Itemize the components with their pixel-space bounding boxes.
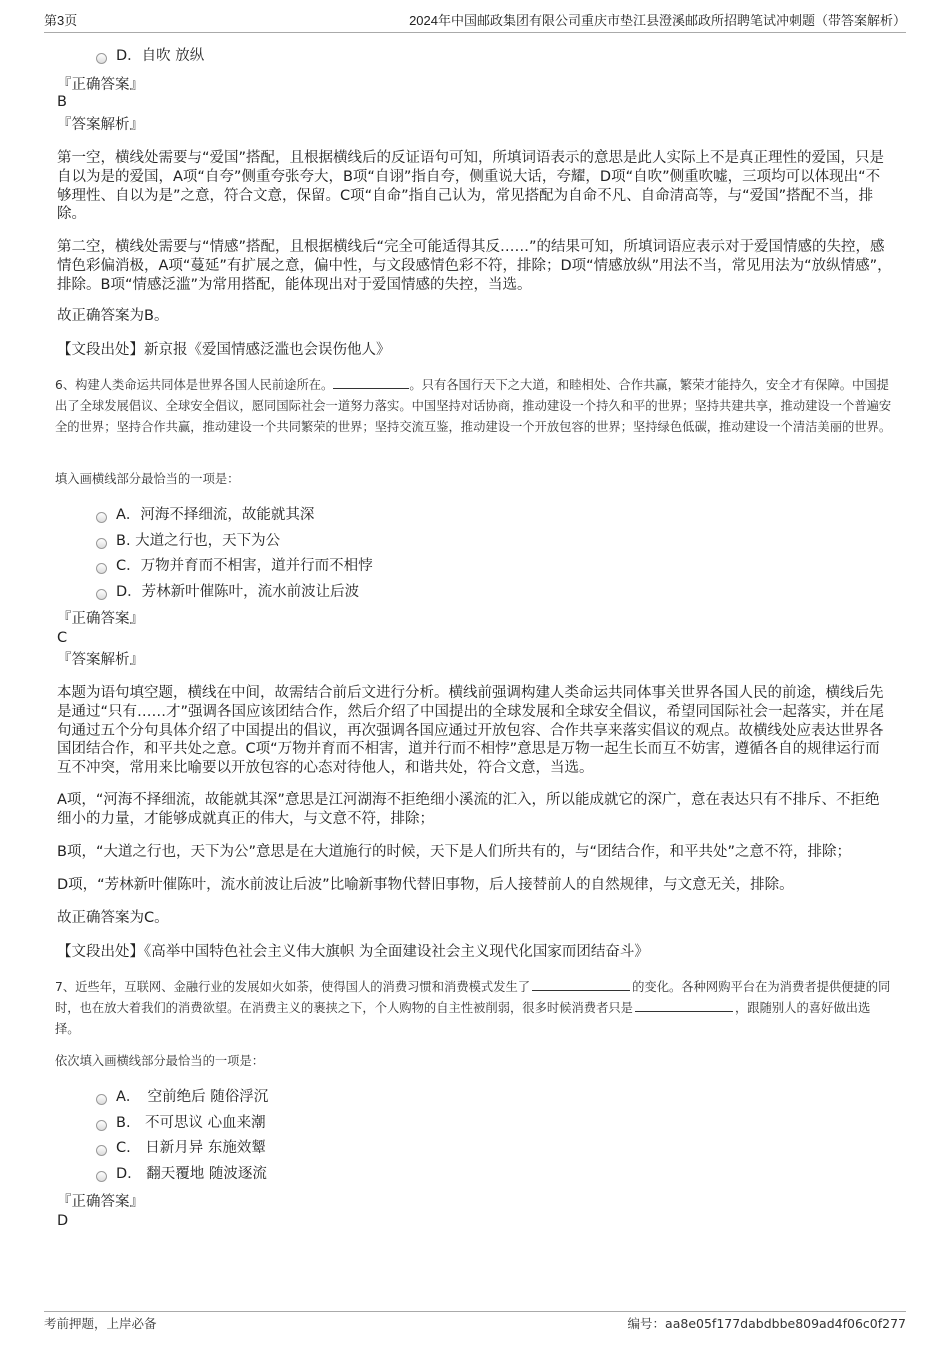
analysis-paragraph: 本题为语句填空题，横线在中间，故需结合前后文进行分析。横线前强调构建人类命运共同体事关世界各国人民的前途，横线后先是通过“只有……才”强调各国应该团结合作，然后介绍了中国提出的全球发展和全球安全倡议，希望同国际社会一起落实，并在尾句通过五个分句具体介绍了中国提出的倡议，再次强调各国应通过开放包容、合作共享来落实倡议的观点。故横线处应表达世界各国团结合作，和平共处之意。C项“万物并育而不相害，道并行而不相悖”意思是万物一起生长而互不妨害，遵循各自的规律运行而互不冲突，常用来比喻要以开放包容的心态对待他人，和谐共处，符合文意，当选。 (57, 685, 885, 777)
radio-icon[interactable] (96, 589, 107, 600)
analysis-label: 『答案解析』 (57, 117, 144, 133)
radio-icon[interactable] (96, 563, 107, 574)
question-prompt: 依次填入画横线部分最恰当的一项是： (55, 1054, 265, 1068)
option-label: C. 日新月异 东施效颦 (116, 1140, 266, 1156)
footer-divider (44, 1311, 906, 1312)
answer-value: D (57, 1213, 69, 1229)
question-6-stem: 6、构建人类命运共同体是世界各国人民前途所在。 。只有各国行天下之大道，和睦相处、合作共赢，繁荣才能持久，安全才有保障。中国提出了全球发展倡议、全球安全倡议，愿同国际社会一道努力落实。中国坚持对话协商，推动建设一个持久和平的世界；坚持共建共享，推动建设一个普遍安全的世界；坚持合作共赢，推动建设一个共同繁荣的世界；坚持交流互鉴，推动建设一个开放包容的世界；坚持绿色低碳，推动建设一个清洁美丽的世界。 (55, 375, 893, 437)
analysis-paragraph: 第二空，横线处需要与“情感”搭配，且根据横线后“完全可能适得其反……”的结果可知，所填词语应表示对于爱国情感的失控，感情色彩偏消极，A项“蔓延”有扩展之意，偏中性，与文段感情色彩不符，排除；D项“情感放纵”用法不当，常见用法为“放纵情感”，排除。B项“情感泛滥”为常用搭配，能体现出对于爱国情感的失控，当选。 (57, 239, 892, 293)
option-label: B. 不可思议 心血来潮 (116, 1115, 266, 1131)
header-divider (44, 32, 906, 33)
option-d[interactable] (96, 1165, 267, 1183)
analysis-paragraph: 第一空，横线处需要与“爱国”搭配，且根据横线后的反证语句可知，所填词语表示的意思是此人实际上不是真正理性的爱国，只是自以为是的爱国，A项“自夸”侧重夸张夸大，B项“自诩”指自夸，侧重说大话，夸耀，D项“自吹”侧重吹嘘，三项均可以体现出“不够理性、自以为是”之意，符合文意，保留。C项“自命”指自己认为，常见搭配为自命不凡、自命清高等，与“爱国”搭配不当，排除。 (57, 150, 885, 223)
source: 【文段出处】新京报《爱国情感泛滥也会误伤他人》 (57, 342, 391, 358)
analysis-label: 『答案解析』 (57, 652, 144, 668)
answer-value: B (57, 94, 67, 110)
analysis-paragraph: B项，“大道之行也，天下为公”意思是在大道施行的时候，天下是人们所共有的，与“团结合作，和平共处”之意不符，排除； (57, 844, 851, 860)
option-label: D. 翻天覆地 随波逐流 (116, 1166, 267, 1182)
question-7-stem: 7、近些年，互联网、金融行业的发展如火如荼，使得国人的消费习惯和消费模式发生了 的变化。各种网购平台在为消费者提供便捷的同时，也在放大着我们的消费欲望。在消费主义的裹挟之下，个人购物的自主性被削弱，很多时候消费者只是 ，跟随别人的喜好做出选择。 (55, 977, 893, 1039)
conclusion: 故正确答案为C。 (57, 910, 169, 926)
option-label: B. 大道之行也，天下为公 (116, 533, 281, 549)
blank (635, 998, 733, 1012)
blank (333, 375, 409, 389)
option-label: A． 空前绝后 随俗浮沉 (116, 1089, 269, 1105)
blank (532, 977, 630, 991)
source: 【文段出处】《高举中国特色社会主义伟大旗帜 为全面建设社会主义现代化国家而团结奋斗》 (57, 944, 649, 960)
option-b[interactable] (96, 1114, 266, 1132)
answer-value: C (57, 630, 68, 646)
question-prompt: 填入画横线部分最恰当的一项是： (55, 472, 240, 486)
conclusion: 故正确答案为B。 (57, 308, 169, 324)
analysis-paragraph: D项，“芳林新叶催陈叶，流水前波让后波”比喻新事物代替旧事物，后人接替前人的自然规律，与文意无关，排除。 (57, 877, 794, 893)
page-number: 第3页 (44, 13, 78, 28)
option-a[interactable] (96, 1088, 268, 1106)
option-b[interactable] (96, 532, 280, 550)
radio-icon[interactable] (96, 538, 107, 549)
analysis-paragraph: A项，“河海不择细流，故能就其深”意思是江河湖海不拒绝细小溪流的汇入，所以能成就它的深广，意在表达只有不排斥、不拒绝细小的力量，才能够成就真正的伟大，与文意不符，排除； (57, 792, 880, 827)
answer-label: 『正确答案』 (57, 1194, 144, 1210)
option-label: D．自吹 放纵 (116, 48, 205, 64)
radio-icon[interactable] (96, 512, 107, 523)
option-c[interactable] (96, 1139, 266, 1157)
option-d[interactable] (96, 47, 204, 65)
radio-icon[interactable] (96, 1171, 107, 1182)
radio-icon[interactable] (96, 1145, 107, 1156)
radio-icon[interactable] (96, 1120, 107, 1131)
footer-slogan: 考前押题，上岸必备 (44, 1316, 157, 1331)
option-label: C．万物并育而不相害，道并行而不相悖 (116, 558, 373, 574)
option-c[interactable] (96, 557, 373, 575)
answer-label: 『正确答案』 (57, 611, 144, 627)
option-label: D．芳林新叶催陈叶，流水前波让后波 (116, 584, 360, 600)
radio-icon[interactable] (96, 1094, 107, 1105)
document-title: 2024年中国邮政集团有限公司重庆市垫江县澄溪邮政所招聘笔试冲刺题（带答案解析） (409, 13, 906, 28)
option-label: A．河海不择细流，故能就其深 (116, 507, 315, 523)
option-d[interactable] (96, 583, 359, 601)
answer-label: 『正确答案』 (57, 77, 144, 93)
option-a[interactable] (96, 506, 314, 524)
radio-icon[interactable] (96, 53, 107, 64)
document-id: 编号：aa8e05f177dabdbbe809ad4f06c0f277 (627, 1316, 906, 1331)
